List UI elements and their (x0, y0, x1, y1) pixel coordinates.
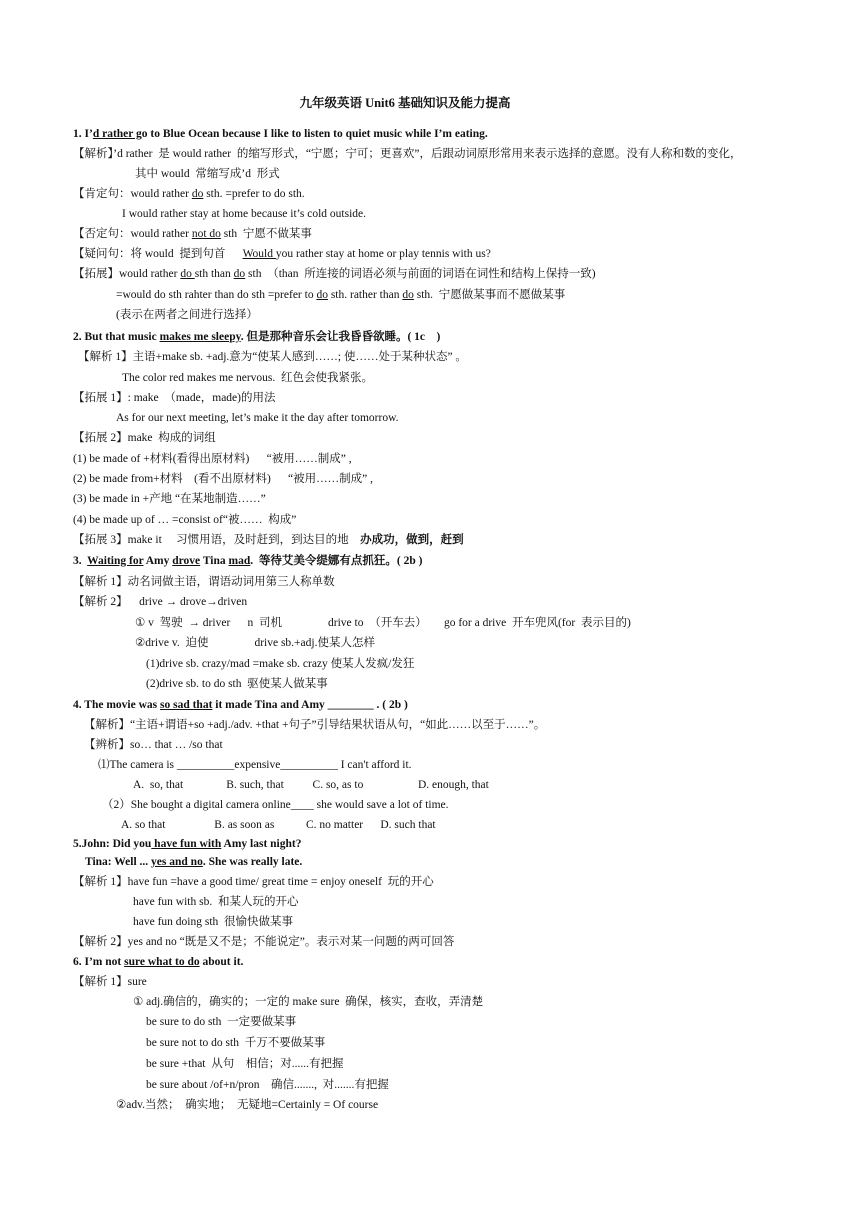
text-line (73, 935, 454, 949)
text-line (73, 513, 296, 527)
text-line (73, 554, 422, 568)
text-segment: ②adv.当然； 确实地； 无疑地=Certainly = Of course (116, 1099, 379, 1111)
text-line (135, 616, 631, 630)
text-line (73, 247, 491, 261)
text-segment: 【拓展 3】make it 习惯用语，及时赶到，到达目的地 (73, 534, 361, 546)
text-segment: I would rather stay at home because it’s cold outside. (122, 208, 366, 220)
text-segment: be sure about /of+n/pron 确信......., 对.......有把握 (146, 1079, 389, 1091)
text-line (135, 636, 375, 650)
text-line (73, 955, 243, 969)
text-line (73, 975, 147, 989)
text-segment: o to Blue Ocean because I like to listen to quiet music while I’m eating. (141, 128, 488, 140)
text-line (133, 895, 298, 909)
text-line (146, 657, 414, 671)
text-segment: 【拓展 2】make 构成的词组 (73, 432, 216, 444)
text-line (84, 718, 545, 732)
text-segment: 【辨析】so… that … /so that (84, 739, 223, 751)
text-segment: 【否定句：would rather (73, 228, 192, 240)
text-segment: 其中 would 常缩写成’d 形式 (135, 168, 280, 180)
underlined-phrase: do (191, 188, 204, 200)
text-line (73, 452, 352, 466)
text-line (73, 391, 275, 405)
text-line (73, 127, 488, 141)
text-line (73, 533, 464, 547)
text-line (146, 1036, 325, 1050)
text-line (73, 187, 305, 201)
underlined-phrase: Waiting for (87, 555, 144, 567)
text-line (73, 575, 335, 589)
text-segment: (4) be made up of … =consist of“被…… 构成” (73, 514, 297, 526)
text-line (121, 818, 436, 832)
text-segment: 1. I’ (73, 128, 93, 140)
text-segment: be sure to do sth 一定要做某事 (146, 1016, 297, 1028)
text-line (122, 207, 366, 221)
text-line (146, 1057, 344, 1071)
underlined-phrase: do (233, 268, 246, 280)
text-segment: ⑴The camera is __________expensive__________ I can't afford it. (98, 759, 412, 771)
text-segment: sth 宁愿不做某事 (220, 228, 312, 240)
underlined-phrase: mad (228, 555, 251, 567)
text-line (73, 875, 434, 889)
text-segment: 【解析 1】主语+make sb. +adj.意为“使某人感到……; 使……处于某种状态” 。 (78, 351, 467, 363)
text-segment: about it. (199, 956, 244, 968)
text-line (78, 350, 467, 364)
text-line (102, 798, 449, 812)
text-segment: (表示在两者之间进行选择） (116, 309, 258, 321)
text-segment: 【解析 1】动名词做主语，谓语动词用第三人称单数 (73, 576, 335, 588)
text-segment: 【拓展 1】: make （made，made)的用法 (73, 392, 276, 404)
text-segment: sth. 宁愿做某事而不愿做某事 (413, 289, 566, 301)
text-line (85, 855, 302, 869)
text-segment: 3. (73, 555, 88, 567)
underlined-phrase: yes and no (151, 856, 203, 868)
text-segment: 【疑问句：将 would 提到句首 (73, 248, 243, 260)
text-segment: 【拓展】would rather (73, 268, 181, 280)
underlined-phrase: sure what to do (124, 956, 200, 968)
text-segment: (2)drive sb. to do sth 驱使某人做某事 (146, 678, 328, 690)
text-line (73, 472, 373, 486)
text-segment: (3) be made in +产地 “在某地制造……” (73, 493, 266, 505)
text-line (98, 758, 412, 772)
text-line (133, 915, 293, 929)
text-segment: . 但是那种音乐会让我昏昏欲睡。( 1c ) (240, 331, 441, 343)
underlined-phrase: d rather g (92, 128, 142, 140)
text-line (146, 1078, 389, 1092)
text-segment: 4. The movie was (73, 699, 160, 711)
text-line (116, 308, 258, 322)
underlined-phrase: Would (242, 248, 276, 260)
text-segment: ① adj.确信的，确实的；一定的 make sure 确保，核实，查收，弄清楚 (133, 996, 484, 1008)
text-segment: have fun with sb. 和某人玩的开心 (133, 896, 299, 908)
text-line (146, 677, 328, 691)
underlined-phrase: have fun with (151, 838, 222, 850)
text-segment: 【解析 1】have fun =have a good time/ great time = enjoy oneself 玩的开心 (73, 876, 434, 888)
text-line (73, 698, 408, 712)
text-line (73, 330, 440, 344)
text-segment: Amy (143, 555, 173, 567)
text-segment: Tina: Well ... (85, 856, 152, 868)
text-line (73, 147, 742, 161)
text-segment: =would do sth rahter than do sth =prefer to (116, 289, 317, 301)
text-segment: (2) be made from+材料 (看不出原材料) “被用……制成” , (73, 473, 373, 485)
text-segment: . She was really late. (202, 856, 303, 868)
text-segment: 【解析 2】 drive → drove→driven (73, 596, 248, 608)
text-segment: As for our next meeting, let’s make it the day after tomorrow. (116, 412, 399, 424)
text-line (116, 288, 565, 302)
text-segment: A. so that B. as soon as C. no matter D. such that (121, 819, 436, 831)
text-line (122, 371, 373, 385)
underlined-phrase: so sad that (160, 699, 213, 711)
text-line (73, 431, 216, 445)
text-line (73, 227, 312, 241)
text-segment: 办成功，做到，赶到 (360, 534, 464, 546)
text-segment: it made Tina and Amy ________ . ( 2b ) (212, 699, 408, 711)
text-line (135, 167, 280, 181)
text-segment: The color red makes me nervous. 红色会使我紧张。 (122, 372, 374, 384)
text-line (73, 837, 301, 851)
text-segment: Tina (200, 555, 229, 567)
text-line (133, 778, 489, 792)
text-segment: A. so, that B. such, that C. so, as to D. enough, that (133, 779, 489, 791)
text-segment: be sure not to do sth 千万不要做某事 (146, 1037, 326, 1049)
text-segment: 5.John: Did you (73, 838, 152, 850)
text-segment: (1) be made of +材料(看得出原材料) “被用……制成” , (73, 453, 352, 465)
text-line (84, 738, 223, 752)
underlined-phrase: not do (191, 228, 221, 240)
text-segment: 【解析】“主语+谓语+so +adj./adv. +that +句子”引导结果状语从句，“如此……以至于……”。 (84, 719, 546, 731)
text-segment: ① v 驾驶 → driver n 司机 drive to （开车去） go for a drive 开车兜风(for 表示目的) (135, 617, 631, 629)
text-line (133, 995, 483, 1009)
text-segment: 6. I’m not (73, 956, 125, 968)
underlined-phrase: do (316, 289, 328, 301)
text-segment: have fun doing sth 很愉快做某事 (133, 916, 294, 928)
text-segment: ②drive v. 迫使 drive sb.+adj.使某人怎样 (135, 637, 375, 649)
text-line (146, 1015, 296, 1029)
text-segment: sth than (194, 268, 234, 280)
text-segment: 【解析 1】sure (73, 976, 147, 988)
text-line (116, 1098, 378, 1112)
text-segment: （2）She bought a digital camera online____ she would save a lot of time. (102, 799, 449, 811)
text-segment: Amy last night? (221, 838, 302, 850)
page-title: 九年级英语 Unit6 基础知识及能力提高 (299, 96, 511, 110)
text-line (116, 411, 399, 425)
text-segment: 【肯定句：would rather (73, 188, 192, 200)
text-segment: sth （than 所连接的词语必须与前面的词语在词性和结构上保持一致) (245, 268, 596, 280)
text-segment: be sure +that 从句 相信；对......有把握 (146, 1058, 344, 1070)
text-line (73, 595, 247, 609)
text-line (73, 267, 596, 281)
underlined-phrase: drove (172, 555, 201, 567)
text-segment: 【解析】’d rather 是 would rather 的缩写形式，“宁愿；宁可；更喜欢”，后跟动词原形常用来表示选择的意愿。没有人称和数的变化， (73, 148, 742, 160)
text-segment: (1)drive sb. crazy/mad =make sb. crazy 使某人发疯/发狂 (146, 658, 415, 670)
text-segment: 【解析 2】yes and no “既是又不是；不能说定”。表示对某一问题的两可回答 (73, 936, 455, 948)
text-segment: you rather stay at home or play tennis with us? (275, 248, 491, 260)
underlined-phrase: do (402, 289, 414, 301)
text-segment: . 等待艾美令缇娜有点抓狂。( 2b ) (250, 555, 423, 567)
text-line (73, 492, 266, 506)
text-segment: sth. rather than (327, 289, 403, 301)
text-segment: sth. =prefer to do sth. (203, 188, 305, 200)
underlined-phrase: makes me sleepy (159, 331, 241, 343)
text-segment: 2. But that music (73, 331, 160, 343)
underlined-phrase: do (180, 268, 195, 280)
